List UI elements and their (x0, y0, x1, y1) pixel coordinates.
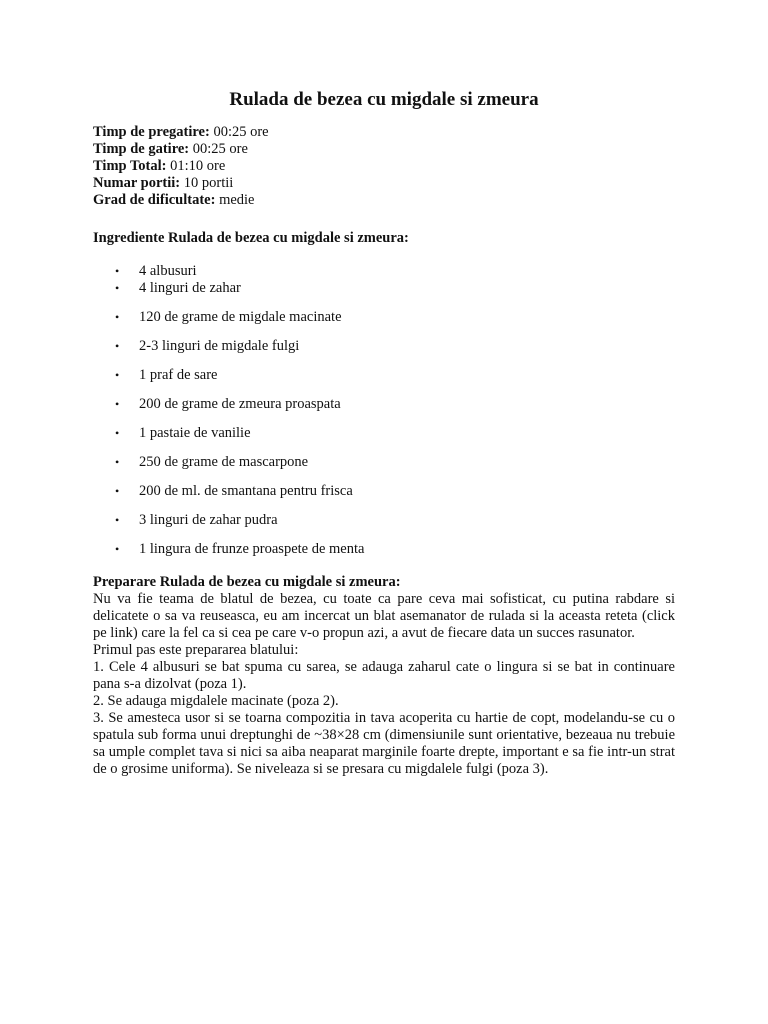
step-1-paragraph: 1. Cele 4 albusuri se bat spuma cu sarea, se adauga zaharul cate o lingura si se bat in continuare pana s-a dizolvat (poza 1). (93, 659, 675, 692)
meta-label: Timp de pregatire: (93, 124, 210, 140)
bullet-icon: • (115, 397, 120, 411)
ingredients-heading: Ingrediente Rulada de bezea cu migdale si zmeura: (93, 230, 409, 246)
bullet-icon: • (115, 455, 120, 469)
ingredient-text: 200 de ml. de smantana pentru frisca (139, 483, 353, 499)
meta-label: Numar portii: (93, 175, 181, 191)
meta-value: medie (219, 192, 255, 208)
meta-cook-time (93, 141, 675, 158)
meta-prep-time (93, 124, 675, 141)
document-page (93, 88, 675, 778)
ingredient-text: 3 linguri de zahar pudra (139, 512, 278, 528)
ingredient-text: 2-3 linguri de migdale fulgi (139, 338, 300, 354)
meta-difficulty (93, 192, 675, 209)
meta-label: Timp Total: (93, 158, 167, 174)
ingredient-item (93, 338, 675, 355)
bullet-icon: • (115, 368, 120, 382)
bullet-icon: • (115, 484, 120, 498)
step-2-paragraph: 2. Se adauga migdalele macinate (poza 2). (93, 693, 339, 709)
intro-paragraph: Nu va fie teama de blatul de bezea, cu toate ca pare ceva mai sofisticat, cu putina rabdare si delicatete o sa va reuseasca, eu am incercat un blat asemanator de rulada si la aceasta reteta (click pe link) care la fel ca si cea pe care v-o propun azi, a avut de fiecare data un succes rasunator. (93, 591, 675, 641)
meta-value: 00:25 ore (213, 124, 269, 140)
bullet-icon: • (115, 513, 120, 527)
meta-value: 01:10 ore (170, 158, 226, 174)
ingredient-item (93, 454, 675, 471)
preparation-heading: Preparare Rulada de bezea cu migdale si zmeura: (93, 574, 401, 590)
ingredient-item (93, 541, 675, 558)
ingredient-item (93, 280, 675, 297)
ingredient-text: 1 lingura de frunze proaspete de menta (139, 541, 365, 557)
meta-label: Timp de gatire: (93, 141, 190, 157)
step-intro-paragraph: Primul pas este prepararea blatului: (93, 642, 299, 658)
ingredient-item (93, 367, 675, 384)
ingredient-text: 120 de grame de migdale macinate (139, 309, 342, 325)
ingredient-text: 1 praf de sare (139, 367, 218, 383)
ingredient-item (93, 425, 675, 442)
ingredient-text: 4 albusuri (139, 263, 197, 279)
recipe-meta (93, 124, 675, 209)
ingredient-item (93, 263, 675, 280)
bullet-icon: • (115, 310, 120, 324)
meta-total-time (93, 158, 675, 175)
ingredient-item (93, 396, 675, 413)
meta-value: 00:25 ore (192, 141, 248, 157)
meta-label: Grad de dificultate: (93, 192, 216, 208)
ingredient-item (93, 483, 675, 500)
recipe-title: Rulada de bezea cu migdale si zmeura (229, 89, 539, 110)
bullet-icon: • (115, 426, 120, 440)
ingredients-list (93, 263, 675, 558)
ingredient-text: 250 de grame de mascarpone (139, 454, 309, 470)
ingredient-text: 1 pastaie de vanilie (139, 425, 251, 441)
ingredient-text: 200 de grame de zmeura proaspata (139, 396, 341, 412)
meta-value: 10 portii (183, 175, 234, 191)
ingredient-item (93, 512, 675, 529)
step-3-paragraph: 3. Se amesteca usor si se toarna compozitia in tava acoperita cu hartie de copt, modelandu-se cu o spatula sub forma unui dreptunghi de ~38×28 cm (dimensiunile sunt orientative, bezeaua nu trebuie sa umple complet tava si nici sa aiba neaparat marginile foarte drepte, important e sa fie intr-un strat de o grosime uniforma). Se niveleaza si se presara cu migdalele fulgi (poza 3). (93, 710, 675, 777)
meta-servings (93, 175, 675, 192)
bullet-icon: • (115, 542, 120, 556)
bullet-icon: • (115, 339, 120, 353)
bullet-icon: • (115, 264, 120, 278)
ingredient-text: 4 linguri de zahar (139, 280, 241, 296)
ingredient-item (93, 309, 675, 326)
bullet-icon: • (115, 281, 120, 295)
